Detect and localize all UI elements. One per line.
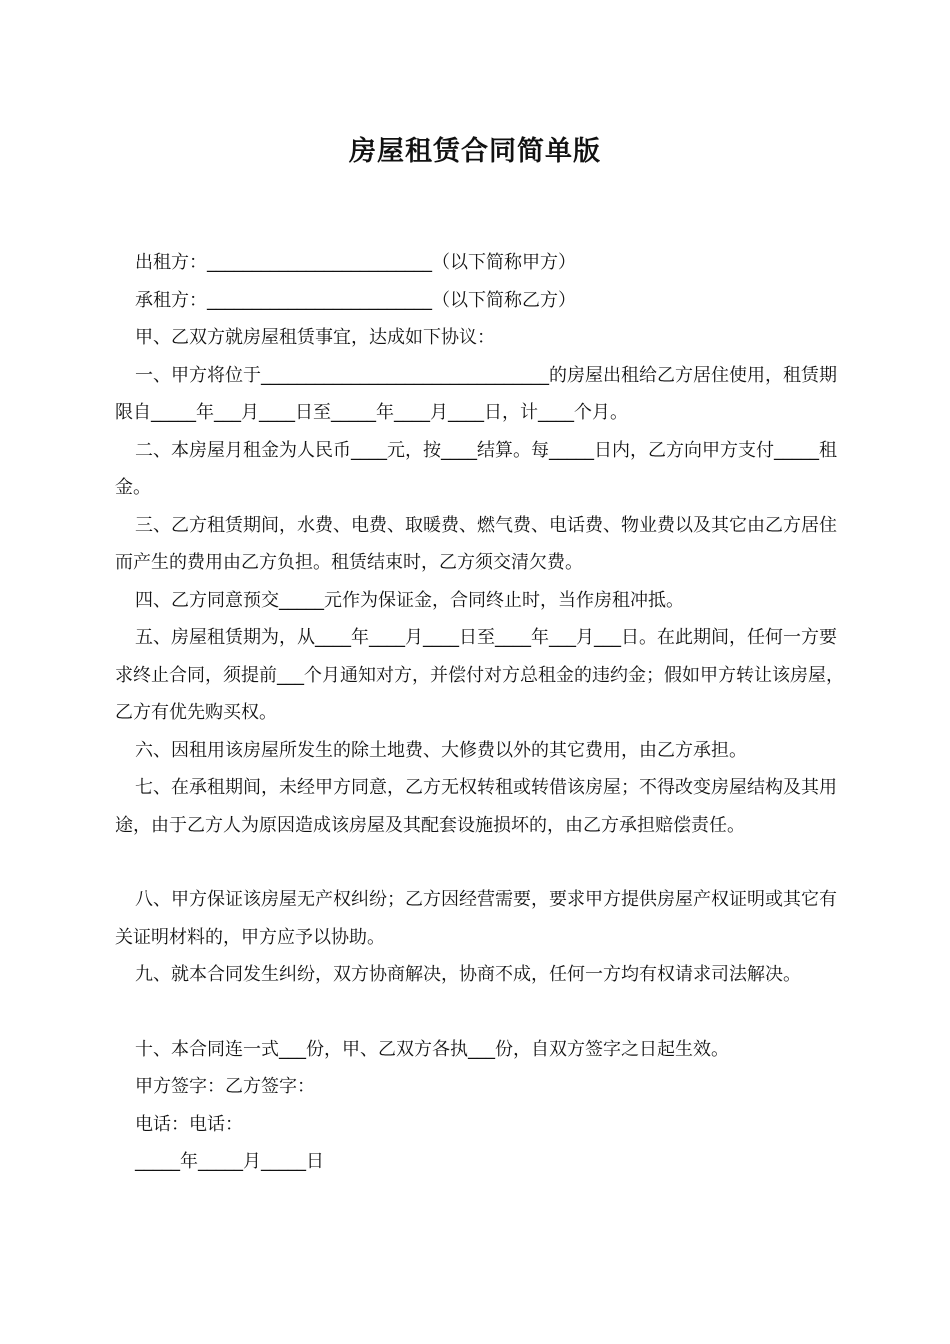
clause-8: 八、甲方保证该房屋无产权纠纷；乙方因经营需要，要求甲方提供房屋产权证明或其它有关证明材料的，甲方应予以协助。 <box>115 889 837 948</box>
date-line: _____年_____月_____日 <box>135 1151 324 1172</box>
clause-3: 三、乙方租赁期间，水费、电费、取暖费、燃气费、电话费、物业费以及其它由乙方居住而产生的费用由乙方负担。租赁结束时，乙方须交清欠费。 <box>115 514 837 573</box>
clause-10: 十、本合同连一式___份，甲、乙双方各执___份，自双方签字之日起生效。 <box>135 1038 729 1060</box>
clause-4: 四、乙方同意预交_____元作为保证金，合同终止时，当作房租冲抵。 <box>135 589 684 611</box>
spacer <box>115 994 845 1031</box>
clause-2: 二、本房屋月租金为人民币____元，按____结算。每_____日内，乙方向甲方支付_____租金。 <box>115 439 837 498</box>
preamble: 甲、乙双方就房屋租赁事宜，达成如下协议： <box>135 327 495 348</box>
clause-1: 一、甲方将位于________________________________的房屋出租给乙方居住使用，租赁期限自_____年___月____日至_____年____月____日，计____个月。 <box>115 364 837 423</box>
lessor-line: 出租方：_________________________（以下简称甲方） <box>135 252 576 273</box>
clause-9: 九、就本合同发生纠纷，双方协商解决，协商不成，任何一方均有权请求司法解决。 <box>135 964 801 985</box>
signature-line: 甲方签字：乙方签字： <box>135 1076 315 1097</box>
clause-7: 七、在承租期间，未经甲方同意，乙方无权转租或转借该房屋；不得改变房屋结构及其用途，由于乙方人为原因造成该房屋及其配套设施损坏的，由乙方承担赔偿责任。 <box>115 777 837 836</box>
lessee-line: 承租方：_________________________（以下简称乙方） <box>135 289 576 311</box>
spacer <box>115 844 845 881</box>
phone-line: 电话：电话： <box>135 1113 243 1135</box>
document-body <box>115 244 845 1181</box>
clause-6: 六、因租用该房屋所发生的除土地费、大修费以外的其它费用，由乙方承担。 <box>135 739 747 761</box>
document-title: 房屋租赁合同简单版 <box>349 136 601 167</box>
clause-5: 五、房屋租赁期为，从____年____月____日至____年___月___日。在此期间，任何一方要求终止合同，须提前___个月通知对方，并偿付对方总租金的违约金；假如甲方转让该房屋，乙方有优先购买权。 <box>115 627 844 723</box>
